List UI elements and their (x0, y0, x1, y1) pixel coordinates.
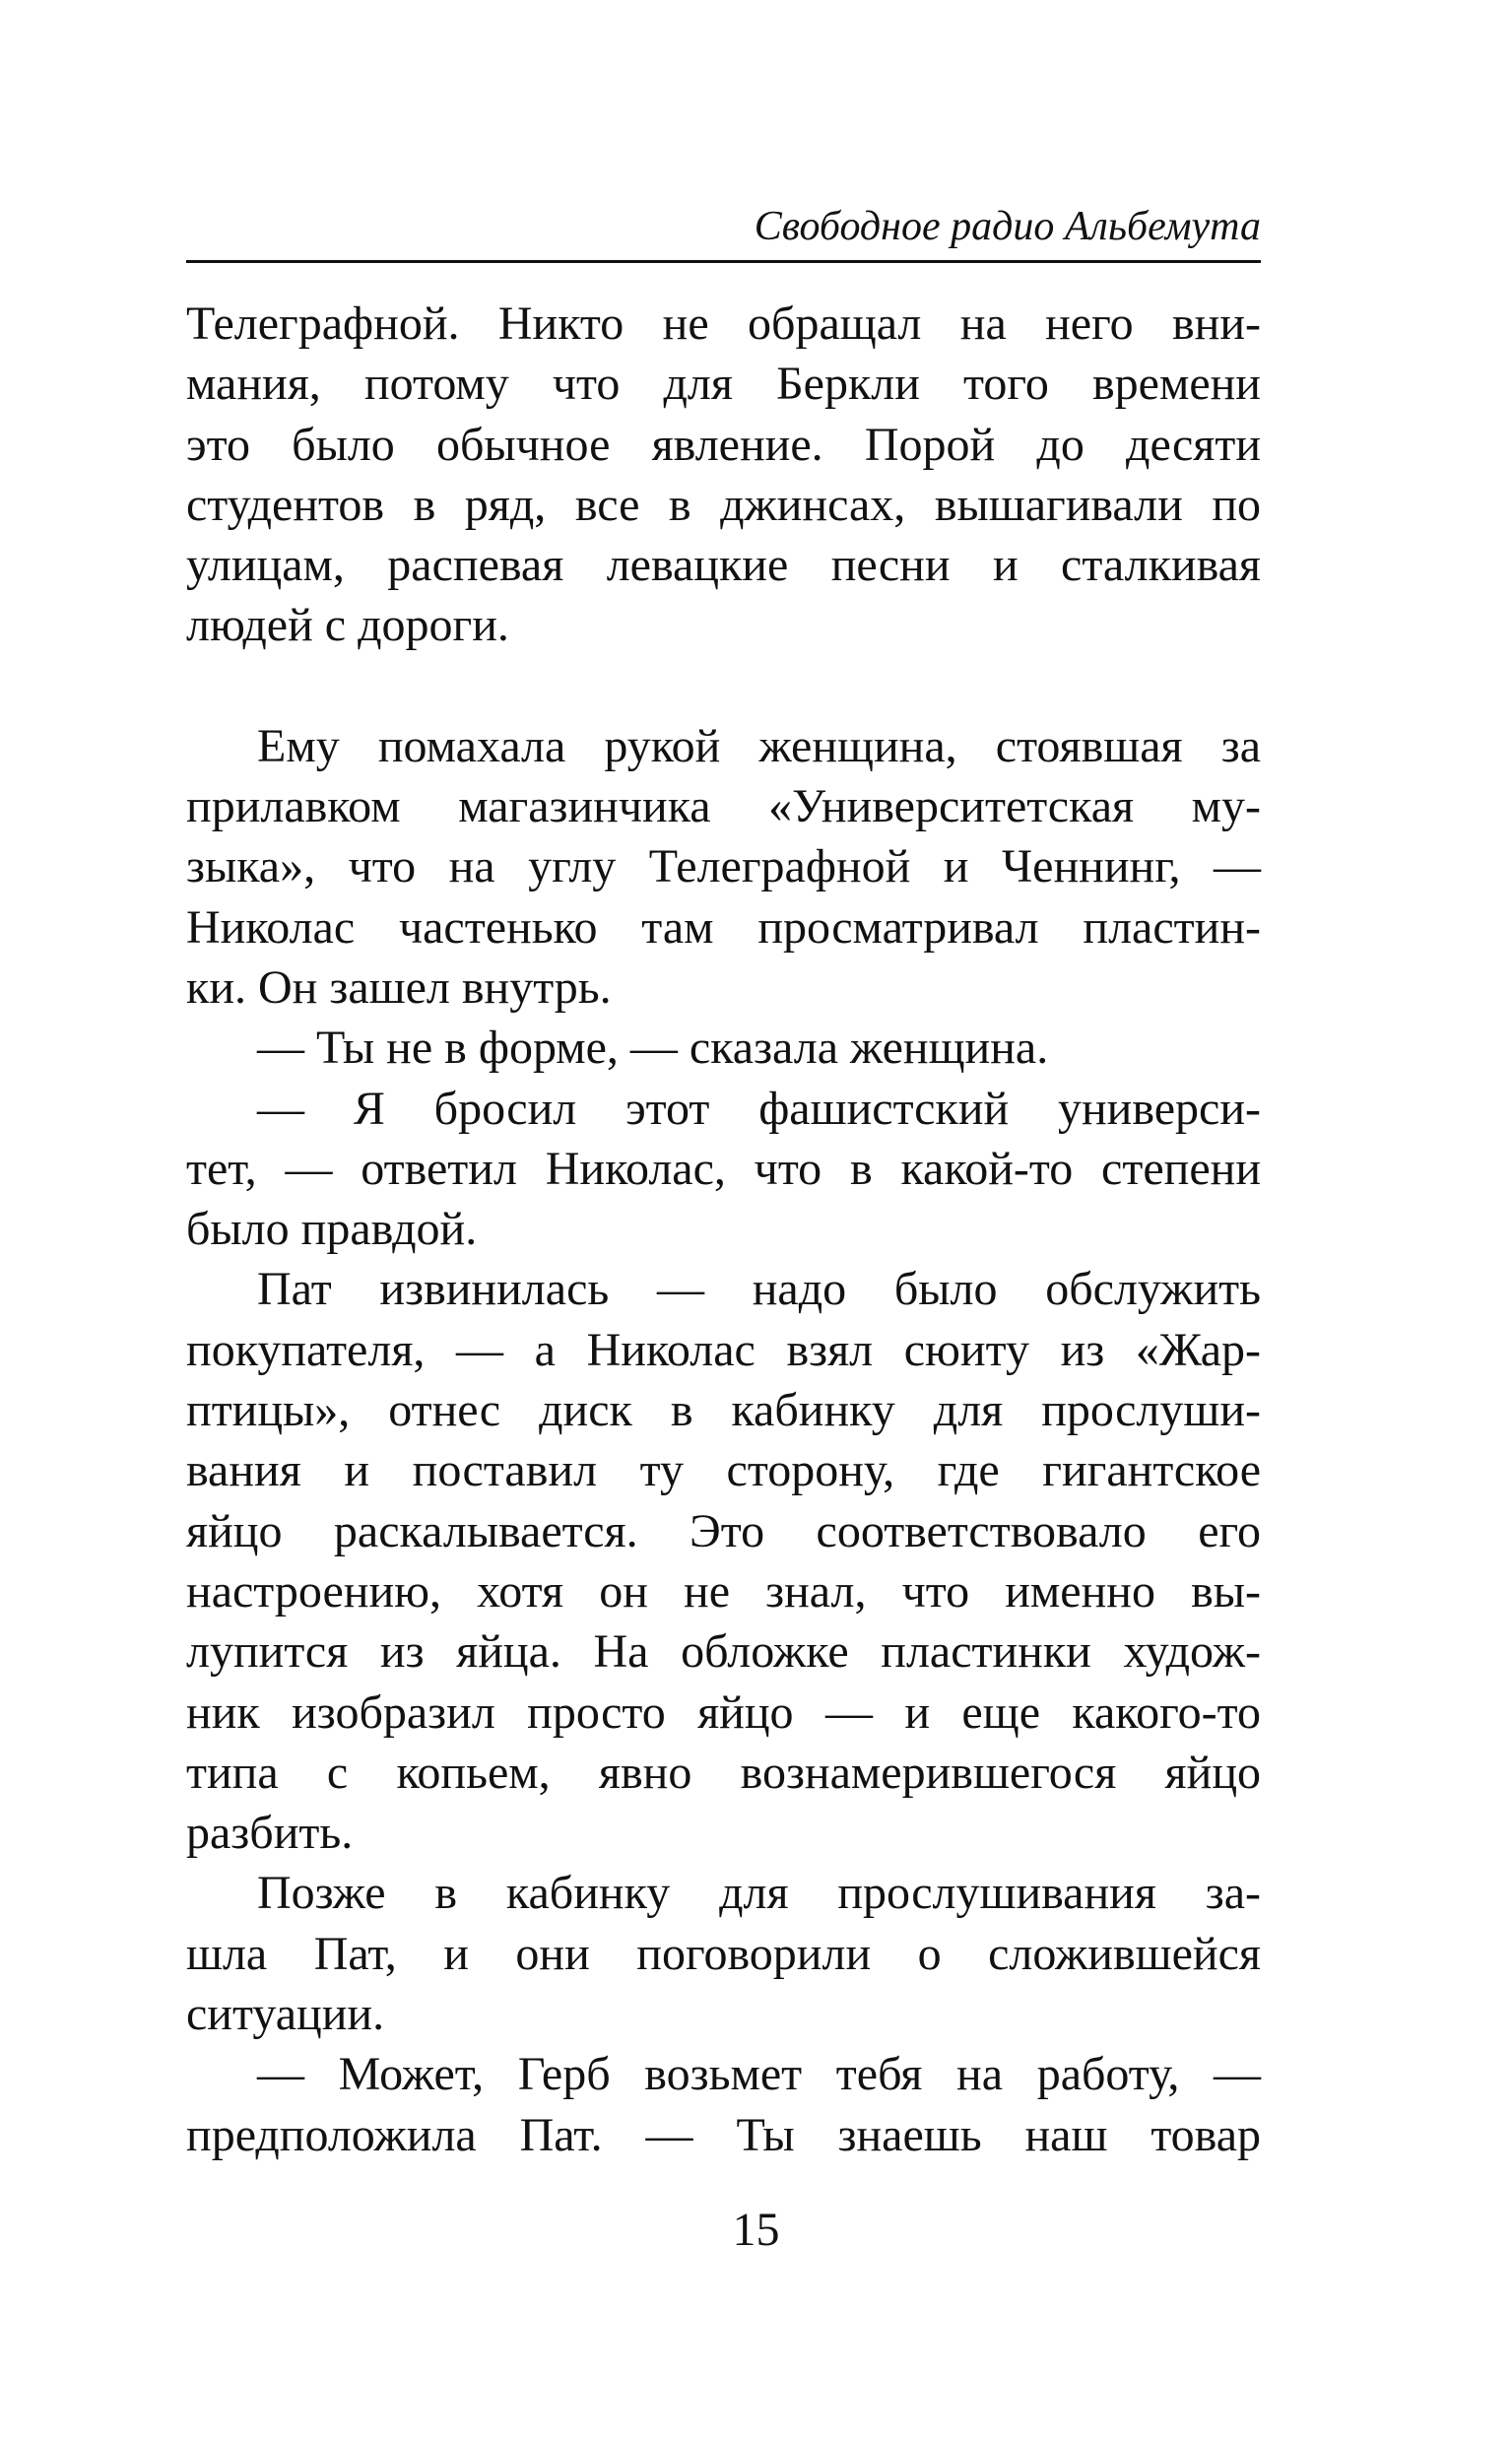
text-line: типа с копьем, явно вознамерившегося яйцо (186, 1746, 1261, 1799)
text-line: Пат извинилась — надо было обслужить (257, 1263, 1261, 1316)
text-line: — Может, Герб возьмет тебя на работу, — (257, 2048, 1261, 2101)
paragraph (186, 2044, 1261, 2165)
paragraph (186, 1079, 1261, 1260)
text-line: Николас частенько там просматривал пластин- (186, 900, 1261, 954)
paragraph (186, 1018, 1261, 1078)
text-line: ник изобразил просто яйцо — и еще какого-то (186, 1685, 1261, 1739)
text-line: мания, потому что для Беркли того времени (186, 358, 1261, 411)
text-line: Позже в кабинку для прослушивания за- (257, 1867, 1261, 1920)
text-line: яйцо раскалывается. Это соответствовало его (186, 1504, 1261, 1557)
text-line: разбить. (186, 1807, 354, 1860)
text-line: ситуации. (186, 1988, 385, 2041)
text-line: предположила Пат. — Ты знаешь наш товар (186, 2108, 1261, 2161)
text-line: настроению, хотя он не знал, что именно вы- (186, 1564, 1261, 1618)
text-line: вания и поставил ту сторону, где гигантское (186, 1444, 1261, 1497)
text-line: Ему помахала рукой женщина, стоявшая за (257, 719, 1261, 772)
paragraph (186, 1863, 1261, 2044)
text-line: прилавком магазинчика «Университетская му- (186, 780, 1261, 833)
text-line: ки. Он зашел внутрь. (186, 960, 612, 1014)
text-line: — Я бросил этот фашистский универси- (257, 1082, 1261, 1135)
text-line: шла Пат, и они поговорили о сложившейся (186, 1927, 1261, 1980)
text-line: птицы», отнес диск в кабинку для прослуши- (186, 1384, 1261, 1437)
paragraph (186, 294, 1261, 656)
text-line: покупателя, — а Николас взял сюиту из «Жар- (186, 1323, 1261, 1376)
page-number: 15 (732, 2204, 780, 2256)
text-line: людей с дороги. (186, 599, 509, 652)
text-line: было правдой. (186, 1203, 478, 1256)
text-line: Телеграфной. Никто не обращал на него вни- (186, 297, 1261, 350)
running-header (186, 197, 1261, 263)
text-line: зыка», что на углу Телеграфной и Ченнинг, — (186, 840, 1261, 893)
text-line: улицам, распевая левацкие песни и сталкивая (186, 539, 1261, 592)
body-text (186, 294, 1261, 2165)
text-line: это было обычное явление. Порой до десяти (186, 418, 1261, 471)
text-line: тет, — ответил Николас, что в какой-то степени (186, 1142, 1261, 1195)
text-line: лупится из яйца. На обложке пластинки худож- (186, 1625, 1261, 1679)
paragraph (186, 1259, 1261, 1863)
text-line: — Ты не в форме, — сказала женщина. (257, 1022, 1049, 1075)
running-header-title: Свободное радио Альбемута (754, 204, 1261, 249)
text-line: студентов в ряд, все в джинсах, вышагивали по (186, 478, 1261, 531)
paragraph (186, 716, 1261, 1018)
